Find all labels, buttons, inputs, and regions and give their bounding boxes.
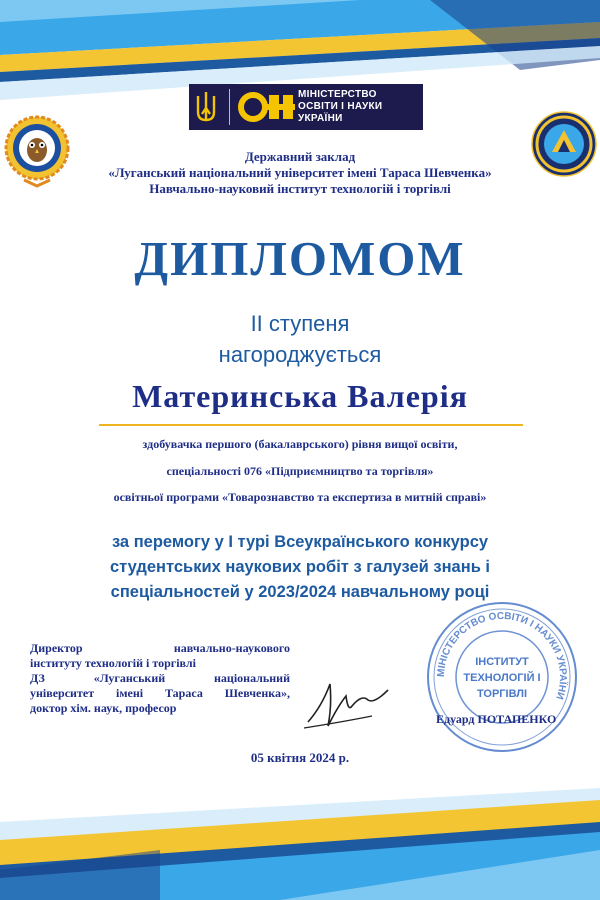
gold-divider — [99, 424, 523, 426]
ministry-name — [298, 89, 382, 125]
award-reason — [0, 530, 600, 605]
description-line-3: освітньої програми «Товарознавство та експертиза в митній справі» — [113, 490, 487, 504]
signature-block — [30, 641, 290, 716]
ministry-logo-icon — [236, 84, 298, 130]
ministry-logo-banner — [189, 84, 423, 130]
sig-line-3: ДЗ «Луганський національний — [30, 671, 290, 685]
reason-line-1: за перемогу у І турі Всеукраїнського конкурсу — [111, 533, 489, 551]
banner-separator — [229, 89, 230, 125]
institute-stamp — [422, 597, 582, 757]
bottom-decoration — [0, 770, 600, 900]
sig-line-5: доктор хім. наук, професор — [30, 701, 177, 715]
handwritten-signature — [302, 676, 394, 732]
issue-date: 05 квітня 2024 р. — [250, 750, 350, 765]
stamp-outer-text: МІНІСТЕРСТВО ОСВІТИ І НАУКИ УКРАЇНИ — [435, 610, 569, 701]
institution-line-3: Навчально-науковий інститут технологій і торгівлі — [149, 181, 451, 196]
institution-line-1: Державний заклад — [244, 149, 356, 164]
description-line-2: спеціальності 076 «Підприємництво та торгівля» — [166, 464, 434, 478]
awarded-label: нагороджується — [218, 342, 382, 367]
sig-line-4: університет імені Тараса Шевченка», — [30, 686, 290, 700]
signer-name: Едуард ПОТАПЕНКО — [436, 712, 557, 726]
stamp-line-2: ТЕХНОЛОГІЙ І — [463, 672, 541, 684]
diploma-title: ДИПЛОМОМ — [134, 231, 466, 286]
degree-label: ІІ ступеня — [250, 311, 350, 336]
ministry-line-2: ОСВІТИ І НАУКИ — [298, 101, 383, 112]
ministry-line-1: МІНІСТЕРСТВО — [298, 89, 377, 100]
ministry-line-3: УКРАЇНИ — [298, 113, 343, 124]
awardee-name: Материнська Валерія — [132, 378, 468, 414]
trident-icon — [189, 84, 223, 130]
institution-header — [0, 149, 600, 197]
description-line-1: здобувачка першого (бакалаврського) рівня вищої освіти, — [142, 437, 458, 451]
stamp-line-1: ІНСТИТУТ — [475, 656, 529, 668]
reason-line-2: студентських наукових робіт з галузей знань і — [109, 558, 491, 576]
institution-line-2: «Луганський національний університет імені Тараса Шевченка» — [108, 165, 492, 180]
sig-line-2: інституту технологій і торгівлі — [30, 656, 196, 670]
reason-line-3: спеціальностей у 2023/2024 навчальному році — [110, 583, 490, 601]
stamp-line-3: ТОРГІВЛІ — [476, 688, 528, 700]
sig-line-1: Директор навчально-наукового — [30, 641, 290, 655]
